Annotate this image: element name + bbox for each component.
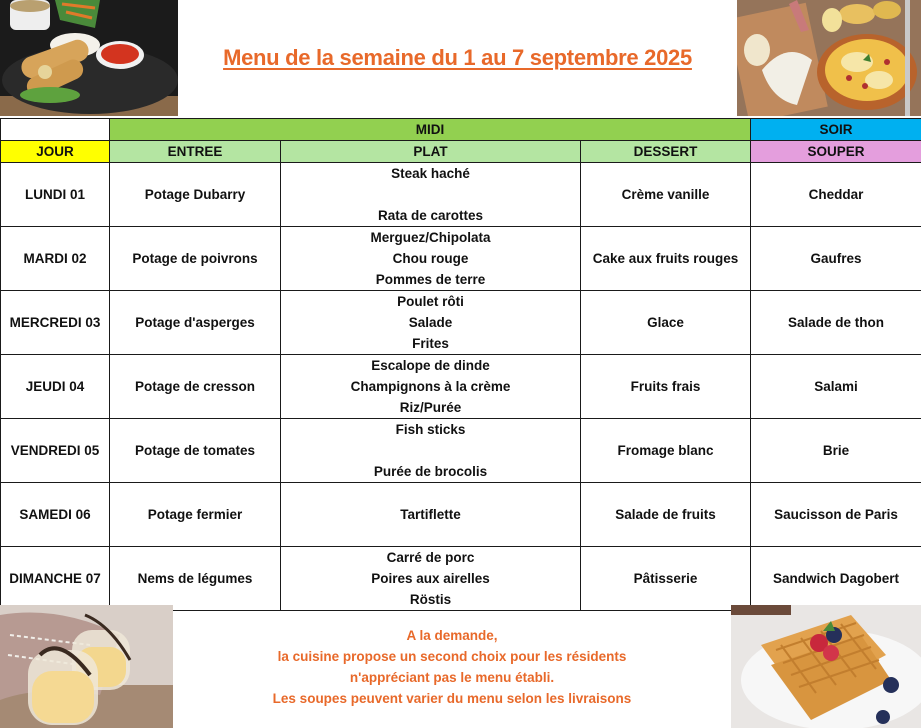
table-row-lundi <box>1 163 921 227</box>
tartiflette-photo <box>737 0 921 116</box>
note-line: la cuisine propose un second choix pour les résidents <box>277 649 627 664</box>
souper-cell: Cheddar <box>751 163 921 227</box>
plat-line <box>283 525 578 546</box>
plat-cell <box>281 227 581 291</box>
plat-line: Chou rouge <box>392 251 469 266</box>
plat-cell <box>281 291 581 355</box>
plat-line: Fish sticks <box>395 422 466 437</box>
dessert-cell: Pâtisserie <box>581 547 751 611</box>
plat-line: Rata de carottes <box>377 208 484 223</box>
day-cell: MARDI 02 <box>1 227 110 291</box>
day-cell: JEUDI 04 <box>1 355 110 419</box>
plat-line: Purée de brocolis <box>373 464 488 479</box>
table-row-mercredi <box>1 291 921 355</box>
day-cell: SAMEDI 06 <box>1 483 110 547</box>
plat-line <box>283 483 578 504</box>
spring-rolls-photo <box>0 0 178 116</box>
souper-cell: Saucisson de Paris <box>751 483 921 547</box>
entree-cell: Potage d'asperges <box>110 291 281 355</box>
plat-cell <box>281 547 581 611</box>
dessert-cell: Fromage blanc <box>581 419 751 483</box>
note-line: Les soupes peuvent varier du menu selon les livraisons <box>272 691 632 706</box>
entree-cell: Potage fermier <box>110 483 281 547</box>
group-header-row <box>1 119 921 141</box>
plat-line: Riz/Purée <box>399 400 462 415</box>
midi-group-header: MIDI <box>110 119 751 141</box>
souper-cell: Sandwich Dagobert <box>751 547 921 611</box>
entree-cell: Potage de poivrons <box>110 227 281 291</box>
plat-line: Escalope de dinde <box>371 358 490 373</box>
plat-cell <box>281 355 581 419</box>
dessert-cell: Salade de fruits <box>581 483 751 547</box>
footer-note <box>173 625 731 709</box>
day-cell: VENDREDI 05 <box>1 419 110 483</box>
dessert-column-header: DESSERT <box>581 141 751 163</box>
table-row-mardi <box>1 227 921 291</box>
table-row-vendredi <box>1 419 921 483</box>
entree-cell: Potage de cresson <box>110 355 281 419</box>
waffles-photo <box>731 605 921 728</box>
blank-header-cell <box>1 119 110 141</box>
souper-cell: Gaufres <box>751 227 921 291</box>
souper-cell: Brie <box>751 419 921 483</box>
plat-cell <box>281 163 581 227</box>
note-line: A la demande, <box>406 628 498 643</box>
plat-line: Merguez/Chipolata <box>370 230 491 245</box>
dessert-cell: Fruits frais <box>581 355 751 419</box>
plat-line: Champignons à la crème <box>350 379 511 394</box>
entree-cell: Potage de tomates <box>110 419 281 483</box>
day-cell: DIMANCHE 07 <box>1 547 110 611</box>
plat-line: Carré de porc <box>386 550 475 565</box>
plat-cell <box>281 419 581 483</box>
jour-column-header: JOUR <box>1 141 110 163</box>
plat-line: Poulet rôti <box>397 294 464 309</box>
dessert-cell: Glace <box>581 291 751 355</box>
souper-cell: Salami <box>751 355 921 419</box>
day-cell: LUNDI 01 <box>1 163 110 227</box>
entree-column-header: ENTREE <box>110 141 281 163</box>
dessert-cell: Cake aux fruits rouges <box>581 227 751 291</box>
plat-cell <box>281 483 581 547</box>
note-line: n'appréciant pas le menu établi. <box>349 670 555 685</box>
entree-cell: Nems de légumes <box>110 547 281 611</box>
vanilla-cream-photo <box>0 605 173 728</box>
table-row-jeudi <box>1 355 921 419</box>
plat-line: Poires aux airelles <box>371 571 490 586</box>
table-row-samedi <box>1 483 921 547</box>
plat-line <box>283 184 578 205</box>
plat-column-header: PLAT <box>281 141 581 163</box>
table-row-dimanche <box>1 547 921 611</box>
soir-group-header: SOIR <box>751 119 921 141</box>
plat-line <box>283 440 578 461</box>
weekly-menu-table <box>0 118 921 611</box>
plat-line: Pommes de terre <box>375 272 486 287</box>
plat-line: Röstis <box>409 592 452 607</box>
column-header-row <box>1 141 921 163</box>
plat-line: Steak haché <box>391 166 470 181</box>
plat-line: Tartiflette <box>400 507 461 522</box>
dessert-cell: Crème vanille <box>581 163 751 227</box>
souper-cell: Salade de thon <box>751 291 921 355</box>
day-cell: MERCREDI 03 <box>1 291 110 355</box>
entree-cell: Potage Dubarry <box>110 163 281 227</box>
page-title: Menu de la semaine du 1 au 7 septembre 2025 <box>223 45 692 70</box>
souper-column-header: SOUPER <box>751 141 921 163</box>
plat-line: Frites <box>412 336 449 351</box>
plat-line: Salade <box>408 315 453 330</box>
